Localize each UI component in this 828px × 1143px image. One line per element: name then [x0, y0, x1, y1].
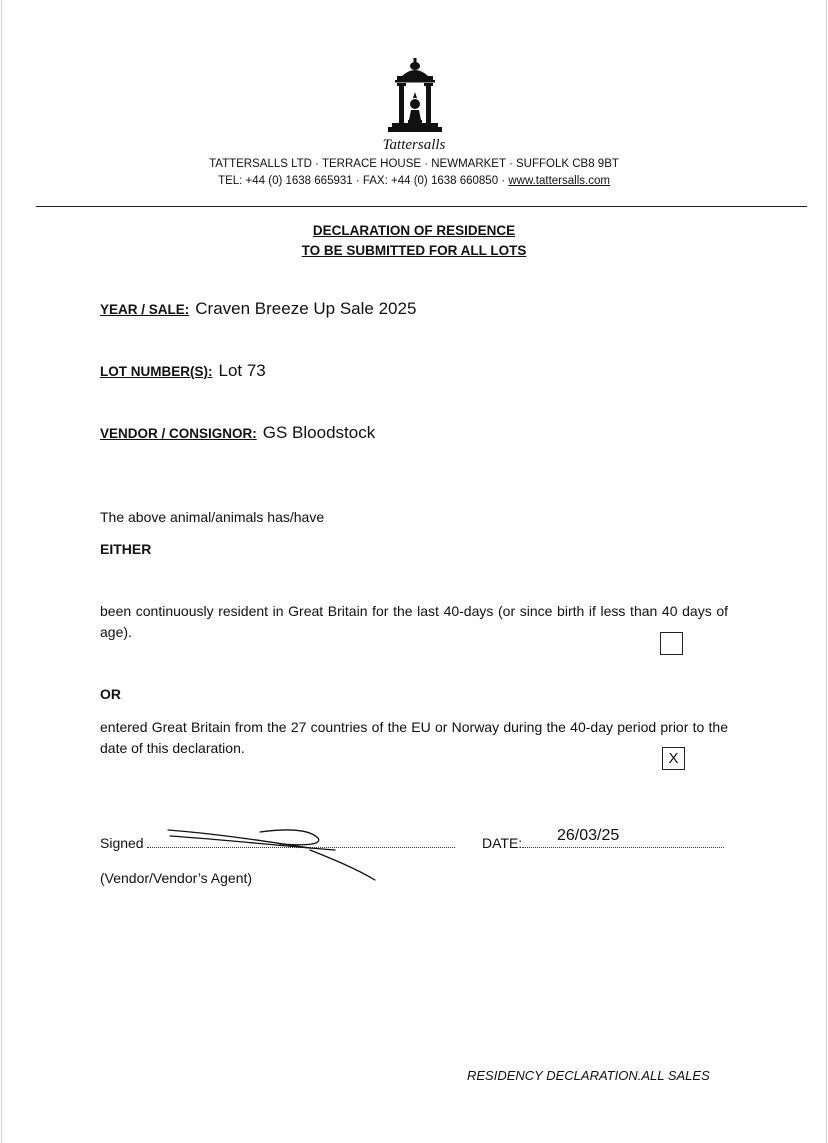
year-sale-value: Craven Breeze Up Sale 2025 — [195, 299, 417, 318]
document-title: DECLARATION OF RESIDENCE — [312, 223, 516, 238]
either-heading: EITHER — [100, 541, 152, 557]
year-sale-field — [100, 299, 416, 319]
signed-label: Signed — [100, 835, 148, 851]
document-subtitle: TO BE SUBMITTED FOR ALL LOTS — [301, 243, 527, 258]
option1-text: been continuously resident in Great Britain for the last 40-days (or since birth if less than 40 days of age). — [100, 603, 728, 640]
option2-text: entered Great Britain from the 27 countries of the EU or Norway during the 40-day period prior to the date of this declaration. — [100, 719, 728, 756]
vendor-label: VENDOR / CONSIGNOR: — [100, 426, 257, 441]
tattersalls-logo-icon — [380, 58, 450, 138]
company-address: TATTERSALLS LTD · TERRACE HOUSE · NEWMARKET · SUFFOLK CB8 9BT — [209, 158, 619, 170]
or-heading: OR — [100, 686, 121, 702]
lot-number-label: LOT NUMBER(S): — [100, 364, 213, 379]
page-edge-right — [826, 0, 827, 1143]
page-edge-left — [1, 0, 2, 1143]
option2-checkbox[interactable]: X — [662, 747, 685, 770]
date-field[interactable] — [522, 847, 724, 848]
option1-checkbox[interactable] — [660, 632, 683, 655]
date-label: DATE: — [482, 835, 523, 851]
year-sale-label: YEAR / SALE: — [100, 302, 190, 317]
footer-text: RESIDENCY DECLARATION.ALL SALES — [467, 1068, 710, 1083]
contact-line — [0, 175, 828, 187]
header-divider — [36, 206, 807, 207]
vendor-value: GS Bloodstock — [262, 423, 376, 442]
phone-fax: TEL: +44 (0) 1638 665931 · FAX: +44 (0) 1638 660850 · — [218, 175, 509, 187]
agent-caption: (Vendor/Vendor’s Agent) — [100, 870, 253, 886]
lot-number-field — [100, 361, 266, 381]
intro-text: The above animal/animals has/have — [100, 509, 325, 525]
date-value: 26/03/25 — [557, 827, 620, 844]
vendor-field — [100, 423, 375, 443]
website-link[interactable]: www.tattersalls.com — [508, 175, 610, 187]
lot-number-value: Lot 73 — [218, 361, 266, 380]
brand-name: Tattersalls — [382, 137, 446, 153]
